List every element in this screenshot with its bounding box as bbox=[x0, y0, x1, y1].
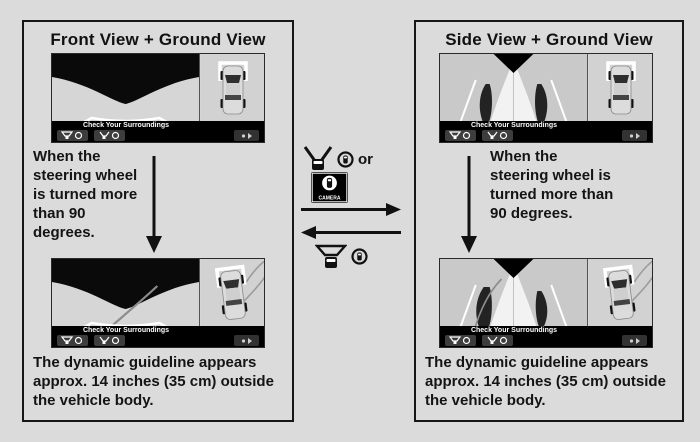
circled-car-icon bbox=[351, 248, 368, 265]
back-arrow-icon bbox=[240, 132, 254, 140]
front-wide-view-button[interactable] bbox=[57, 130, 88, 141]
camera-dashboard-button-icon bbox=[311, 172, 348, 203]
front-ground-screen-turned bbox=[51, 258, 265, 348]
camera-dashboard-button[interactable] bbox=[311, 172, 348, 203]
side-ground-screen-turned bbox=[439, 258, 653, 348]
side-view-camera-icon bbox=[98, 131, 122, 140]
windshield bbox=[613, 75, 629, 83]
side-view-button[interactable] bbox=[482, 335, 513, 346]
circled-car-icon bbox=[337, 151, 354, 168]
front-wide-view-button[interactable] bbox=[57, 335, 88, 346]
switch-row-bottom bbox=[315, 244, 368, 269]
side-view-button[interactable] bbox=[94, 335, 125, 346]
down-arrow bbox=[145, 154, 163, 254]
switch-row-top bbox=[303, 146, 373, 173]
back-button[interactable] bbox=[234, 130, 259, 141]
front-wide-view-button[interactable] bbox=[445, 130, 476, 141]
front-wide-view-camera-icon bbox=[61, 131, 85, 140]
warning-text: Check Your Surroundings bbox=[470, 327, 558, 334]
steering-note: When the steering wheel is turned more than 90 degrees. bbox=[490, 148, 614, 222]
screen-bottom-bar bbox=[440, 326, 652, 347]
front-panel-title: Front View + Ground View bbox=[50, 30, 266, 49]
warning-text: Check Your Surroundings bbox=[470, 122, 558, 129]
front-ground-screen bbox=[51, 53, 265, 143]
side-view-camera-button-icon bbox=[303, 146, 333, 173]
warning-text: Check Your Surroundings bbox=[82, 327, 170, 334]
back-button[interactable] bbox=[622, 335, 647, 346]
left-arrow bbox=[301, 226, 401, 239]
or-label: or bbox=[358, 151, 373, 168]
windshield bbox=[225, 75, 241, 83]
side-view-panel bbox=[414, 20, 684, 422]
svg-text:CAMERA: CAMERA bbox=[318, 195, 341, 202]
screen-bottom-bar bbox=[52, 121, 264, 142]
screen-bottom-bar bbox=[52, 326, 264, 347]
down-arrow bbox=[460, 154, 478, 254]
front-view-panel bbox=[22, 20, 294, 422]
front-wide-view-button[interactable] bbox=[445, 335, 476, 346]
side-view-button[interactable] bbox=[94, 130, 125, 141]
steering-note: When the steering wheel is turned more than 90 degrees. bbox=[33, 148, 138, 241]
screen-bottom-bar bbox=[440, 121, 652, 142]
guideline-note: The dynamic guideline appears approx. 14 inches (35 cm) outside the vehicle body. bbox=[425, 354, 666, 409]
side-panel-title: Side View + Ground View bbox=[445, 30, 653, 49]
back-button[interactable] bbox=[234, 335, 259, 346]
back-button[interactable] bbox=[622, 130, 647, 141]
right-arrow bbox=[301, 203, 401, 216]
side-view-button[interactable] bbox=[482, 130, 513, 141]
side-ground-screen bbox=[439, 53, 653, 143]
front-wide-view-camera-button-icon bbox=[315, 244, 347, 269]
warning-text: Check Your Surroundings bbox=[82, 122, 170, 129]
guideline-note: The dynamic guideline appears approx. 14 inches (35 cm) outside the vehicle body. bbox=[33, 354, 274, 409]
